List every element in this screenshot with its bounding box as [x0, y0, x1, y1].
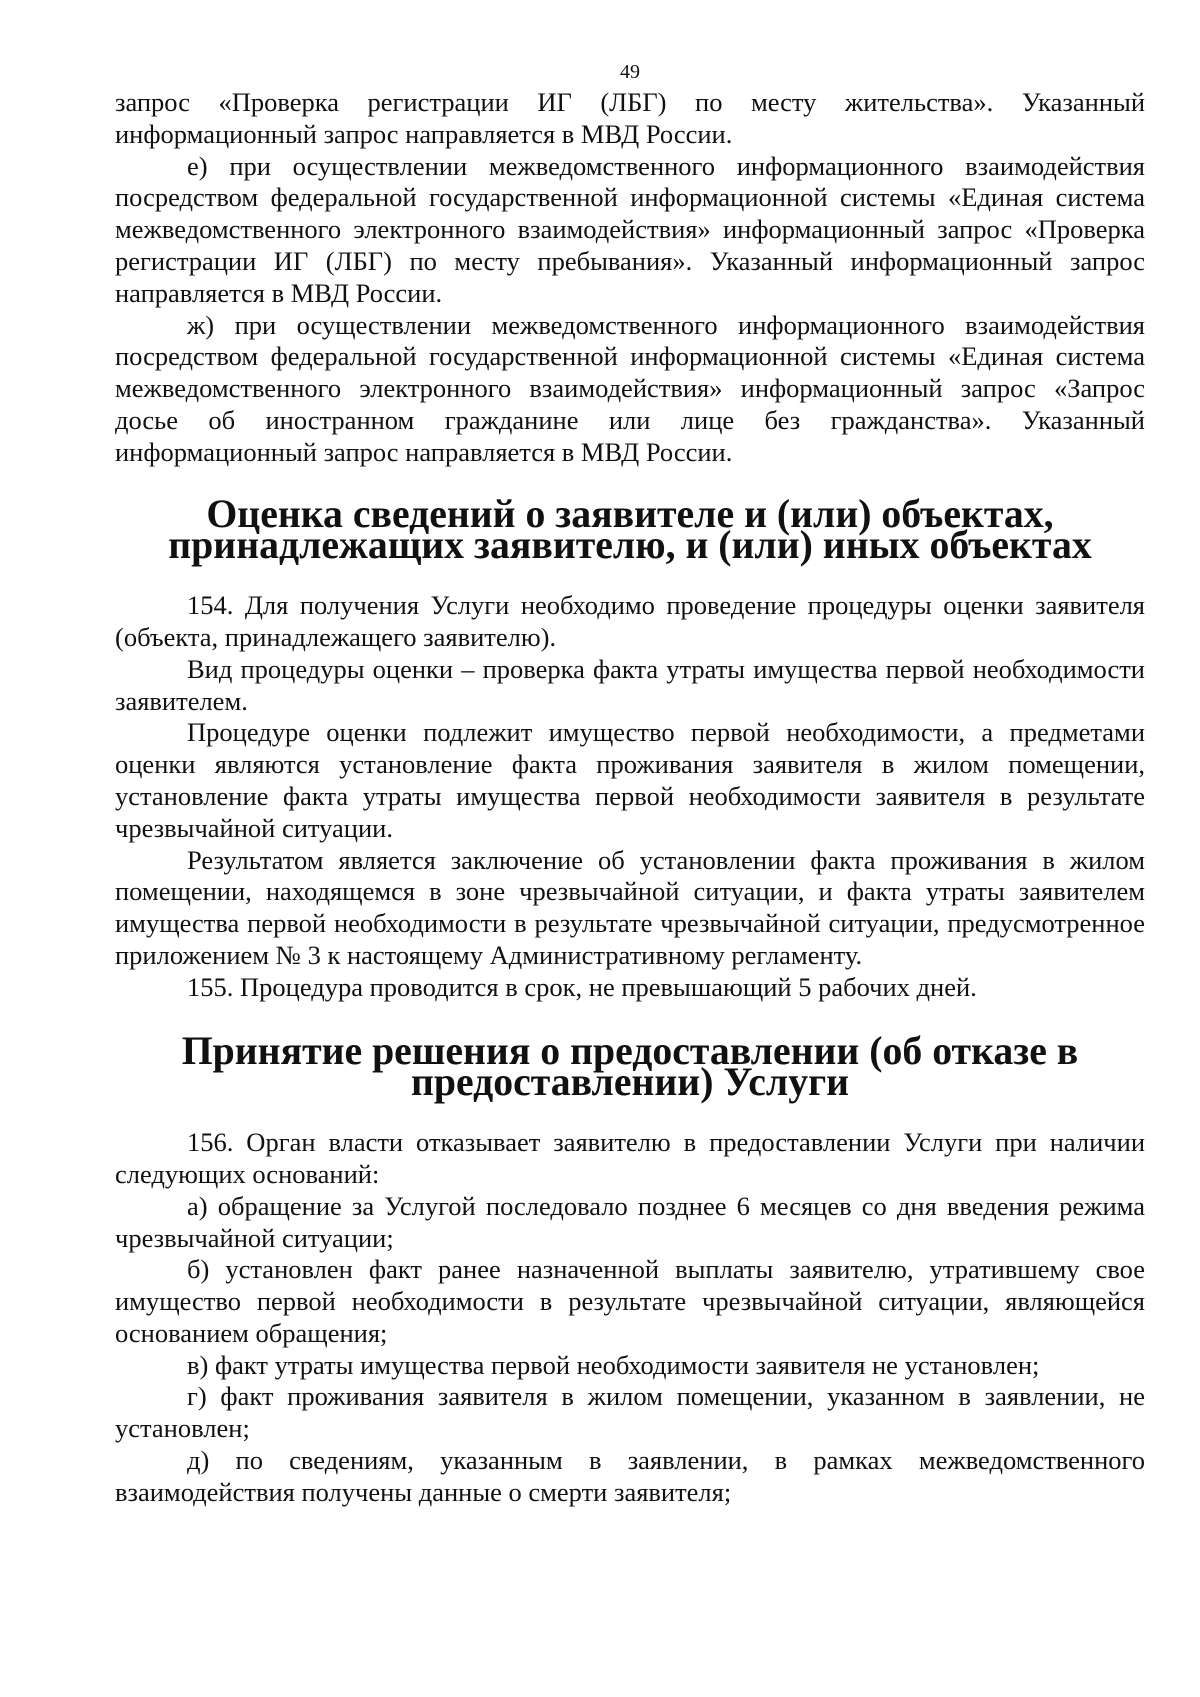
paragraph: в) факт утраты имущества первой необходимости заявителя не установлен; — [187, 1349, 1040, 1380]
section-heading-decision: Принятие решения о предоставлении (об отказе в предоставлении) Услуги — [181, 1028, 1079, 1105]
paragraph: запрос «Проверка регистрации ИГ (ЛБГ) по месту жительства». Указанный информационный запрос направляется в МВД России. — [115, 87, 1145, 149]
paragraph: 155. Процедура проводится в срок, не превышающий 5 рабочих дней. — [187, 971, 977, 1002]
section-assessment — [115, 590, 1145, 1003]
paragraph: е) при осуществлении межведомственного информационного взаимодействия посредством федеральной государственной информационной системы «Единая система межведомственного электронного взаимодействия» информационный запрос «Проверка регистрации ИГ (ЛБГ) по месту пребывания». Указанный информационный запрос направляется в МВД России. — [115, 150, 1145, 308]
section-top — [115, 87, 1145, 469]
paragraph: 156. Орган власти отказывает заявителю в предоставлении Услуги при наличии следующих оснований: — [115, 1127, 1145, 1189]
paragraph: а) обращение за Услугой последовало позднее 6 месяцев со дня введения режима чрезвычайной ситуации; — [115, 1190, 1145, 1253]
paragraph: Вид процедуры оценки – проверка факта утраты имущества первой необходимости заявителем. — [115, 653, 1145, 716]
paragraph: б) установлен факт ранее назначенной выплаты заявителю, утратившему свое имущество первой необходимости в результате чрезвычайной ситуации, являющейся основанием обращения; — [115, 1254, 1145, 1348]
document-page — [115, 60, 1145, 1509]
section-heading-assessment: Оценка сведений о заявителе и (или) объектах, принадлежащих заявителю, и (или) иных объектах — [168, 491, 1092, 568]
paragraph: г) факт проживания заявителя в жилом помещении, указанном в заявлении, не установлен; — [115, 1381, 1145, 1444]
paragraph: 154. Для получения Услуги необходимо проведение процедуры оценки заявителя (объекта, принадлежащего заявителю). — [115, 590, 1145, 652]
paragraph: д) по сведениям, указанным в заявлении, в рамках межведомственного взаимодействия получены данные о смерти заявителя; — [115, 1445, 1145, 1507]
paragraph: Результатом является заключение об установлении факта проживания в жилом помещении, находящемся в зоне чрезвычайной ситуации, и факта утраты заявителем имущества первой необходимости в результате чрезвычайной ситуации, предусмотренное приложением № 3 к настоящему Административному регламенту. — [115, 844, 1145, 970]
page-number: 49 — [620, 61, 640, 83]
section-decision — [115, 1127, 1145, 1509]
paragraph: Процедуре оценки подлежит имущество первой необходимости, а предметами оценки являются установление факта проживания заявителя в жилом помещении, установление факта утраты имущества первой необходимости заявителя в результате чрезвычайной ситуации. — [115, 717, 1145, 843]
paragraph: ж) при осуществлении межведомственного информационного взаимодействия посредством федеральной государственной информационной системы «Единая система межведомственного электронного взаимодействия» информационный запрос «Запрос досье об иностранном гражданине или лице без гражданства». Указанный информационный запрос направляется в МВД России. — [115, 309, 1145, 467]
